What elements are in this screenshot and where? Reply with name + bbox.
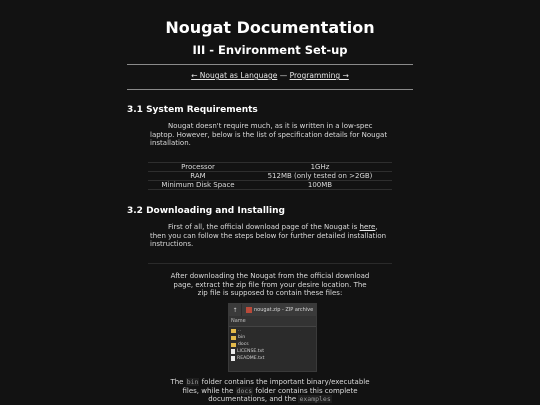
spec-name: Minimum Disk Space — [148, 181, 248, 190]
spec-value: 512MB (only tested on >2GB) — [248, 172, 392, 181]
up-arrow-icon: ↑ — [229, 304, 242, 316]
zip-archive-screenshot — [228, 303, 317, 372]
folder-icon — [231, 343, 236, 347]
file-icon — [231, 356, 235, 361]
download-page-link[interactable]: here — [359, 223, 376, 231]
zip-archive-icon — [246, 307, 252, 313]
section-heading-downloading: 3.2 Downloading and Installing — [127, 206, 285, 216]
header-divider — [127, 64, 413, 65]
zip-window-titlebar — [229, 304, 316, 316]
zip-entry-name: bin — [238, 335, 246, 340]
page-title: Nougat Documentation — [165, 18, 375, 37]
zip-entry-name: .. — [238, 328, 241, 333]
zip-entry[interactable] — [229, 355, 316, 362]
spec-value: 1GHz — [248, 163, 392, 172]
zip-file-list — [229, 327, 316, 362]
spec-name: Processor — [148, 163, 248, 172]
download-text-before: First of all, the official download page of the Nougat is — [168, 223, 360, 231]
download-text-after: , then you can follow the steps below for further detailed installation instructions. — [150, 223, 387, 249]
folder-description — [170, 378, 370, 404]
zip-window-title: nougat.zip - ZIP archive — [254, 307, 314, 313]
chapter-nav — [0, 71, 540, 80]
spec-name: RAM — [148, 172, 248, 181]
extract-instructions: After downloading the Nougat from the official download page, extract the zip file from your desire location. The zip file is supposed to contain these files: — [170, 272, 370, 298]
bin-code: bin — [186, 378, 199, 386]
page-subtitle: III - Environment Set-up — [192, 43, 348, 57]
prev-chapter-link[interactable]: ← Nougat as Language — [191, 71, 278, 80]
section-divider — [148, 263, 392, 264]
zip-entry-name: README.txt — [237, 356, 265, 361]
docs-code: docs — [236, 386, 253, 395]
zip-entry-name: LICENSE.txt — [237, 349, 265, 354]
nav-separator: — — [279, 71, 288, 80]
spec-row — [148, 172, 392, 181]
zip-entry[interactable] — [229, 348, 316, 355]
spec-table — [148, 162, 392, 190]
name-column-header: Name — [229, 316, 316, 327]
zip-entry[interactable] — [229, 334, 316, 341]
download-intro — [150, 223, 390, 249]
examples-code: examples — [299, 395, 331, 404]
zip-entry-name: docs — [238, 342, 249, 347]
folder-icon — [231, 329, 236, 333]
section-heading-system-requirements: 3.1 System Requirements — [127, 105, 258, 115]
spec-row — [148, 163, 392, 172]
system-requirements-intro: Nougat doesn't require much, as it is written in a low-spec laptop. However, below is the list of specification details for Nougat installation. — [150, 122, 388, 148]
next-chapter-link[interactable]: Programming → — [289, 71, 349, 80]
folder-text-b: folder contains the important binary/executable files, while the — [182, 378, 370, 395]
folder-text-c: folder contains this complete documentations, and the — [208, 386, 358, 404]
zip-entry[interactable] — [229, 341, 316, 348]
folder-text-a: The — [170, 378, 186, 386]
zip-entry[interactable] — [229, 327, 316, 334]
folder-icon — [231, 336, 236, 340]
spec-row — [148, 181, 392, 190]
nav-divider — [127, 89, 413, 90]
file-icon — [231, 349, 235, 354]
spec-value: 100MB — [248, 181, 392, 190]
